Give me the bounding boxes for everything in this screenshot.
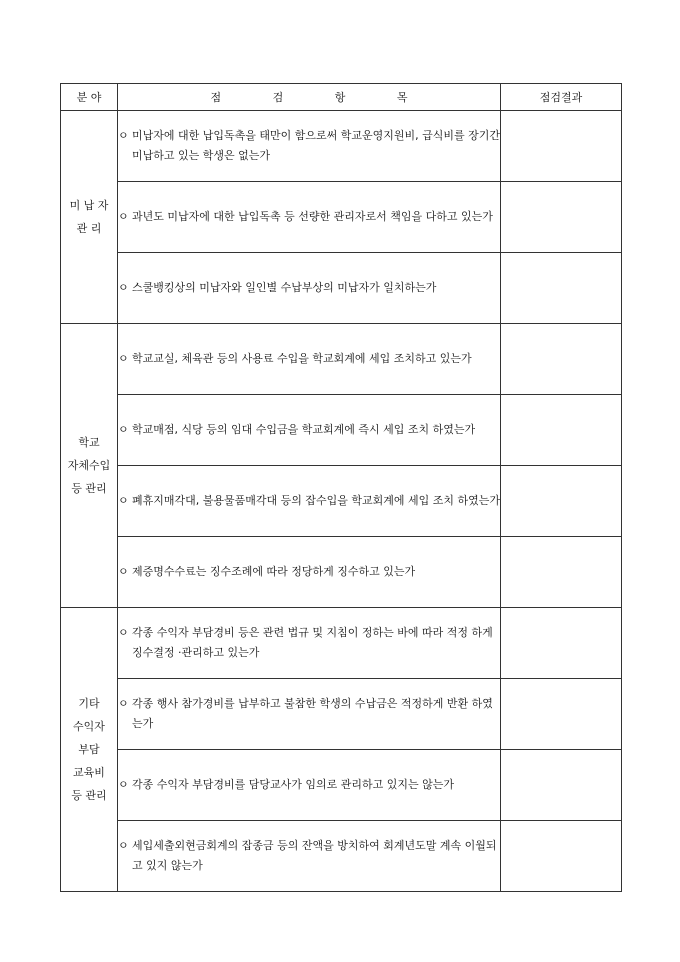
check-item: ㅇ 제증명수수료는 징수조례에 따라 정당하게 징수하고 있는가 <box>118 537 501 608</box>
result-cell[interactable] <box>501 111 622 182</box>
result-cell[interactable] <box>501 324 622 395</box>
check-item: ㅇ 학교매점, 식당 등의 임대 수입금을 학교회계에 즉시 세입 조치 하였는가 <box>118 395 501 466</box>
table-row <box>61 395 622 466</box>
table-row <box>61 111 622 182</box>
category-cell: 미 납 자 관 리 <box>61 111 118 324</box>
table-row <box>61 182 622 253</box>
check-item: ㅇ 폐휴지매각대, 불용물품매각대 등의 잡수입을 학교회계에 세입 조치 하였는가 <box>118 466 501 537</box>
header-row <box>61 84 622 111</box>
bullet-icon: ㅇ <box>118 697 129 710</box>
bullet-icon: ㅇ <box>118 565 129 578</box>
result-cell[interactable] <box>501 182 622 253</box>
result-cell[interactable] <box>501 395 622 466</box>
table-row <box>61 253 622 324</box>
bullet-icon: ㅇ <box>118 494 129 507</box>
check-item: ㅇ 스쿨뱅킹상의 미납자와 일인별 수납부상의 미납자가 일치하는가 <box>118 253 501 324</box>
table-row <box>61 821 622 892</box>
bullet-icon: ㅇ <box>118 626 129 639</box>
category-cell: 학교 자체수입 등 관리 <box>61 324 118 608</box>
table-row <box>61 324 622 395</box>
header-item: 점 검 항 목 <box>118 84 501 111</box>
checklist-table <box>60 83 622 892</box>
check-item: ㅇ 학교교실, 체육관 등의 사용료 수입을 학교회계에 세입 조치하고 있는가 <box>118 324 501 395</box>
check-item: ㅇ 각종 수익자 부담경비 등은 관련 법규 및 지침이 정하는 바에 따라 적정 하게 징수결정 ·관리하고 있는가 <box>118 608 501 679</box>
bullet-icon: ㅇ <box>118 129 129 142</box>
result-cell[interactable] <box>501 466 622 537</box>
table-row <box>61 750 622 821</box>
result-cell[interactable] <box>501 253 622 324</box>
result-cell[interactable] <box>501 750 622 821</box>
check-item: ㅇ 각종 수익자 부담경비를 담당교사가 임의로 관리하고 있지는 않는가 <box>118 750 501 821</box>
check-item: ㅇ 미납자에 대한 납입독촉을 태만이 함으로써 학교운영지원비, 급식비를 장기간 미납하고 있는 학생은 없는가 <box>118 111 501 182</box>
table-row <box>61 679 622 750</box>
bullet-icon: ㅇ <box>118 839 129 852</box>
bullet-icon: ㅇ <box>118 210 129 223</box>
check-item: ㅇ 과년도 미납자에 대한 납입독촉 등 선량한 관리자로서 책임을 다하고 있는가 <box>118 182 501 253</box>
result-cell[interactable] <box>501 537 622 608</box>
header-category: 분 야 <box>61 84 118 111</box>
check-item: ㅇ 세입세출외현금회계의 잡종금 등의 잔액을 방치하여 회계년도말 계속 이월되고 있지 않는가 <box>118 821 501 892</box>
header-result: 점검결과 <box>501 84 622 111</box>
result-cell[interactable] <box>501 679 622 750</box>
table-row <box>61 608 622 679</box>
bullet-icon: ㅇ <box>118 281 129 294</box>
bullet-icon: ㅇ <box>118 423 129 436</box>
result-cell[interactable] <box>501 608 622 679</box>
table-row <box>61 466 622 537</box>
check-item: ㅇ 각종 행사 참가경비를 납부하고 불참한 학생의 수납금은 적정하게 반환 하였는가 <box>118 679 501 750</box>
result-cell[interactable] <box>501 821 622 892</box>
bullet-icon: ㅇ <box>118 352 129 365</box>
category-cell: 기타 수익자 부담 교육비 등 관리 <box>61 608 118 892</box>
bullet-icon: ㅇ <box>118 778 129 791</box>
table-row <box>61 537 622 608</box>
